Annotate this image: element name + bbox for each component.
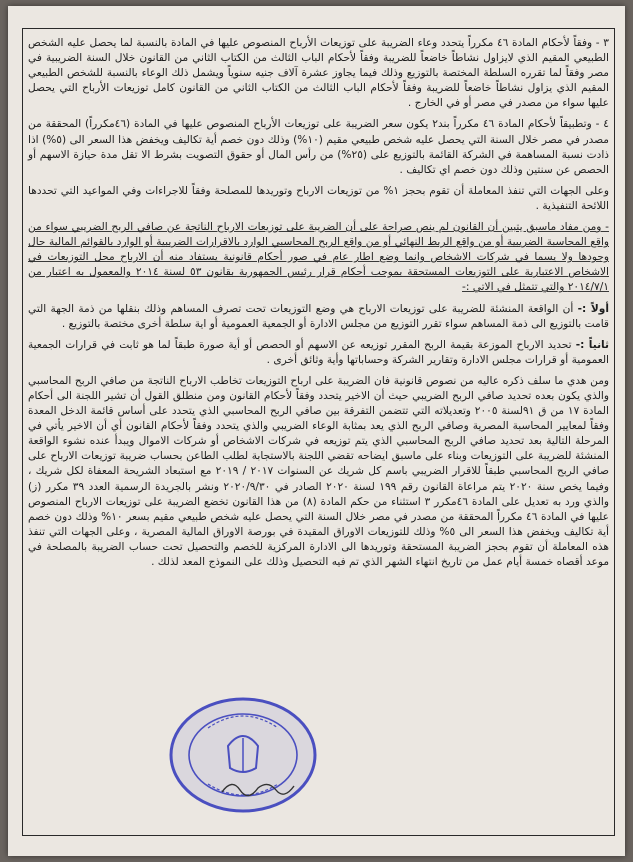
paragraph-second [28, 338, 609, 368]
paragraph-4: ٤ - وتطبيقاً لأحكام المادة ٤٦ مكرراً بند٢ يكون سعر الضريبة على توزيعات الأرباح المنصوص عليها في المادة (٤٦مكرراً) المحققة من مصدر في مصر خلال السنة التي يحصل عليه شخص طبيعي مقيم (١٠%) وذلك دون خصم أية تكاليف ويخفض هذا السعر الى (٥%) اذا ذادت نسبة المساهمة في الشركة القائمة بالتوزيع على (٢٥%) من رأس المال أو حقوق التصويت بشرط الا تقل مدة حيازة الاسهم أو الحصص عن سنتين وذلك دون خصم اي تكاليف . [28, 118, 609, 176]
paragraph-summary: - ومن مفاد ماسبق يتبين أن القانون لم ينص صراحة على أن الضريبة على توزيعات الارباح الناتجة عن صافي الربح الضريبي سواء من واقع المحاسبة الضريبية أو من واقع الربط النهائي أو من واقع الربح المحاسبي الوارد بالاقرارات الضريبية أو الوارد بالقوائم المالية حال وجودها ولا يسما في شركات الاشخاص وانما وضع اطار عام في صور أحكام قانونية يستفاد منه أن الارباح محل التوزيعات في الاشخاص الاعتبارية على التوزيعات المستحقة بموجب أحكام قرار رئيس الجمهورية بقانون ٥٣ لسنة ٢٠١٤ والمعمول به اعتبار من ٢٠١٤/٧/١ والتي تتمثل في الاتي :- [28, 221, 609, 294]
document-sheet [8, 6, 625, 856]
paragraph-withholding: وعلى الجهات التي تنفذ المعاملة أن تقوم بحجز ١% من توزيعات الارباح وتوريدها للمصلحة وفقاً للاجراءات وفي المواعيد التي تحددها اللائحة التنفيذية . [28, 184, 609, 212]
label-first: أولاً :- [577, 302, 609, 315]
document-body [28, 36, 609, 576]
signature-icon [218, 776, 298, 798]
paragraph-3: ٣ - وفقاً لأحكام المادة ٤٦ مكرراً يتحدد وعاء الضريبة على توزيعات الأرباح المنصوص عليها في المادة بالنسبة لما يحصل عليه الشخص الطبيعي المقيم الذي لايزاول نشاطاً خاضعاً للضريبة وفقاً لأحكام الباب الثالث من الكتاب الثاني من القانون خلال السنة الضريبية في مصر وفقاً لما تقرره السلطة المختصة بالتوزيع وذلك فيما يجاوز عشرة آلاف جنيه سنوياً ويشمل ذلك الوعاء بالنسبة للشخص الطبيعي المقيم الذي يزاول نشاطاً خاضعاً للضريبة وفقاً لأحكام الباب الثالث من الكتاب الثاني من القانون كامل توزيعات الأرباح التي يحصل عليها سواء من مصدر في مصر أو في الخارج . [28, 37, 609, 110]
paragraph-first [28, 302, 609, 332]
paragraph-first-text: أن الواقعة المنشئة للضريبة على توزيعات الارباح هي وضع التوزيعات تحت تصرف المساهم وذلك بنقلها من ذمة الجهة التي قامت بالتوزيع الى ذمة المساهم سواء تقرر التوزيع من مجلس الادارة أو الجمعية العمومية أو اية سلطة أخرى مختصة بالتوزيع . [28, 302, 609, 330]
paragraph-conclusion: ومن هدي ما سلف ذكره عاليه من نصوص قانونية فان الضريبة على ارباح التوزيعات تخاطب الارباح الناتجة من صافي الربح المحاسبي والذي يكون بعده تحديد صافي الربح الضريبي حيث أن الاخير يتحدد وفقاً لأحكام القانون ومن منطلق القول أن تشير اللجنة الى أحكام المادة ١٧ من ق ٩١لسنة ٢٠٠٥ وتعديلاته التي تتضمن التفرقة بين صافي الربح المحاسبي الذي يتحدد على أساس قائمة الدخل المعدة وفقاً لمعايير المحاسبة المصرية وصافي الربح الذي يعد بمثابة الوعاء الضريبي والذي يتحدد وفقاً لأحكام القانون أي أن الاخير يأتي في المرحلة التالية بعد تحديد صافي الربح المحاسبي الذي يتم توزيعه في شركات الاشخاص أو شركات الاموال ويبدأ عنده نشوء الواقعة المنشئة للضريبة على التوزيعات وبناء على ماسبق ايضاحه تقضي اللجنة بالاستجابة لطلب الطاعن بحساب ضريبة توزيعات الارباح على صافي الربح المحاسبي طبقاً للاقرار الضريبي باسم كل شريك عن السنوات ٢٠١٧ / ٢٠١٩ مع استبعاد الشريحة المعفاة لكل شريك ، وفيما يخص سنة ٢٠٢٠ يتم مراعاة القانون رقم ١٩٩ لسنة ٢٠٢٠ الصادر في ٢٠٢٠/٩/٣٠ ونشر بالجريدة الرسمية العدد ٣٩ مكرر (ز) والذي ورد به تعديل على المادة ٤٦مكرر ٣ استثناء من حكم المادة (٨) من هذا القانون تخضع الضريبة على توزيعات الارباح المنصوص عليها في المادة ٤٦ مكرراً المحققة من مصدر في مصر خلال السنة التي يحصل عليه شخص طبيعي مقيم بسعر ١٠% وذلك دون خصم أية تكاليف ويخفض هذا السعر الى ٥% وذلك للتوزيعات الاوراق المقيدة في بورصة الاوراق المالية المصرية ، وعلى الجهات التي تنفذ هذه المعاملة أن تقوم بحجز الضريبة المستحقة وتوريدها الى الادارة المركزية للخصم والتحصيل تحت حساب الضريبة بالمصلحة في موعد أقصاه خمسة أيام عمل من تاريخ انتهاء الشهر الذي تم فيه التحصيل وذلك على النموذج المعد لذلك . [28, 374, 609, 568]
label-second: ثانياً :- [575, 338, 610, 351]
paragraph-second-text: تحديد الارباح الموزعة بقيمة الربح المقرر توزيعه عن الاسهم أو الحصص أو أية صورة طبقاً لما هو ثابت في قرارات الجمعية العمومية أو قرارات مجلس الادارة وتقارير الشركة وحساباتها وأية وثائق أخرى . [28, 338, 609, 366]
